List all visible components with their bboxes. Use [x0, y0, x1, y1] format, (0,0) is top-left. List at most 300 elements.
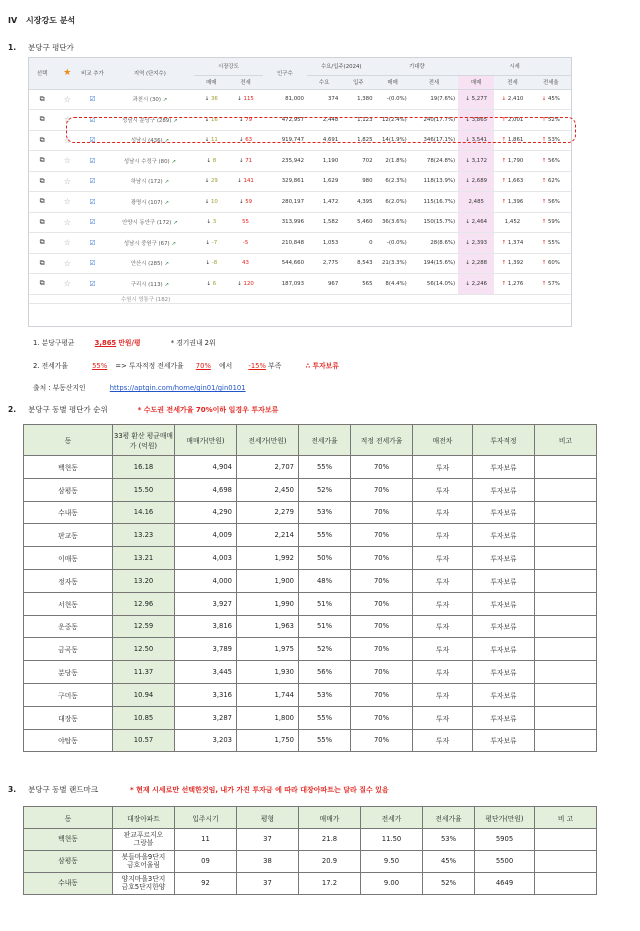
table-cell: 1,963	[237, 615, 299, 638]
price-sale: 5,277	[471, 96, 488, 103]
table-cell: 투자보류	[473, 547, 535, 570]
table-cell: 투자	[413, 547, 473, 570]
trend-arrow: ↓	[465, 219, 470, 226]
landmark-header-cell: 대장아파트	[113, 807, 175, 829]
screenshot-cell	[458, 151, 494, 172]
table-cell: 투자	[413, 501, 473, 524]
landmark-header-cell: 입주시기	[175, 807, 237, 829]
price-sale: 2,689	[471, 178, 488, 185]
price-jeonse: 1,790	[507, 157, 524, 164]
table-cell: 55%	[299, 729, 351, 752]
screenshot-cell	[29, 212, 55, 233]
table-cell: 양지마을3단지 금호5단지한양	[113, 873, 175, 895]
table-cell: 13.21	[113, 547, 175, 570]
chart-icon[interactable]: ↗	[173, 220, 178, 227]
strength-sale: -7	[211, 239, 218, 246]
table-cell: 37	[237, 829, 299, 851]
strength-sale: 16	[211, 116, 218, 123]
table-cell: 15.50	[113, 478, 175, 501]
screenshot-cell	[194, 253, 228, 274]
screenshot-cell	[194, 212, 228, 233]
trend-arrow: ↑	[541, 219, 547, 226]
landmark-header-cell: 평형	[237, 807, 299, 829]
favorite-star-icon[interactable]: ☆	[63, 217, 71, 227]
screenshot-cell	[458, 253, 494, 274]
screenshot-cell	[228, 110, 262, 131]
expect-sale: 2(1.8%)	[385, 157, 407, 164]
strength-jeonse: 43	[242, 260, 249, 267]
col-expect: 기대량	[376, 58, 459, 75]
trend-arrow: ↓	[237, 178, 242, 185]
trend-arrow: ↓	[237, 280, 242, 287]
screenshot-cell	[410, 171, 458, 192]
screenshot-cell	[376, 233, 410, 254]
favorite-star-icon[interactable]: ☆	[63, 176, 71, 186]
expect-sale: 6(2.0%)	[385, 198, 407, 205]
screenshot-cell	[410, 253, 458, 274]
table-cell: 판교동	[24, 524, 113, 547]
chart-icon[interactable]: ↗	[164, 179, 169, 186]
screenshot-cell	[376, 192, 410, 213]
demand: 2,448	[322, 116, 339, 123]
compare-checkbox-icon[interactable]: ☑	[89, 136, 96, 145]
screenshot-cell	[263, 192, 307, 213]
favorite-star-icon[interactable]: ☆	[63, 279, 71, 289]
table-cell: 12.50	[113, 638, 175, 661]
table-row	[24, 456, 597, 479]
screenshot-cell	[29, 89, 55, 110]
screenshot-cell	[376, 130, 410, 151]
favorite-star-icon[interactable]: ☆	[63, 115, 71, 125]
strength-jeonse: 120	[243, 280, 254, 287]
table-cell: 대장동	[24, 706, 113, 729]
table-cell: 3,927	[175, 592, 237, 615]
demand: 1,472	[322, 198, 339, 205]
screenshot-cell	[531, 212, 571, 233]
table-cell: 야탑동	[24, 729, 113, 752]
favorite-star-icon[interactable]: ☆	[63, 156, 71, 166]
expect-sale: 36(3.6%)	[382, 219, 407, 226]
population: 187,093	[281, 280, 304, 287]
compare-checkbox-icon[interactable]: ☑	[89, 95, 96, 104]
table-cell: 백현동	[24, 456, 113, 479]
table-cell: 13.23	[113, 524, 175, 547]
screenshot-row	[29, 151, 571, 172]
screenshot-cell	[194, 151, 228, 172]
screenshot-cell	[228, 151, 262, 172]
screenshot-cell	[376, 110, 410, 131]
screenshot-cell	[79, 89, 105, 110]
table-cell: 70%	[351, 478, 413, 501]
section-title: IV 시장강도 분석	[8, 16, 76, 25]
landmark-header-cell: 동	[24, 807, 113, 829]
table-cell: 5500	[475, 851, 535, 873]
screenshot-cell	[410, 89, 458, 110]
landmark-header-cell: 비 고	[535, 807, 597, 829]
trend-arrow: ↓	[465, 178, 470, 185]
table-row	[24, 729, 597, 752]
trend-arrow: ↑	[541, 198, 547, 205]
screenshot-cell	[263, 171, 307, 192]
favorite-star-icon[interactable]: ☆	[63, 238, 71, 248]
screenshot-cell	[228, 192, 262, 213]
col-price: 시세	[458, 58, 571, 75]
price-jeonse: 1,392	[507, 260, 524, 267]
demand: 1,190	[322, 157, 339, 164]
price-jeonse: 1,861	[507, 137, 524, 144]
table-cell: 09	[175, 851, 237, 873]
open-link-icon[interactable]: ⧉	[39, 94, 45, 103]
table-cell: 70%	[351, 547, 413, 570]
compare-checkbox-icon[interactable]: ☑	[89, 259, 96, 268]
screenshot-cell	[307, 192, 341, 213]
chart-icon[interactable]: ↗	[164, 199, 169, 206]
table-row	[24, 569, 597, 592]
expect-sale: 21(3.3%)	[382, 260, 407, 267]
screenshot-cell	[341, 233, 375, 254]
table-cell: 13.20	[113, 569, 175, 592]
table-cell	[535, 729, 597, 752]
table-cell: 1,992	[237, 547, 299, 570]
table-cell: 51%	[299, 592, 351, 615]
screenshot-cell	[341, 89, 375, 110]
table-cell: 삼평동	[24, 851, 113, 873]
trend-arrow: ↓	[501, 96, 507, 103]
landmark-header-cell: 전세가율	[423, 807, 475, 829]
market-strength-screenshot	[28, 57, 572, 327]
table-cell: 9.00	[361, 873, 423, 895]
table-cell: 1,800	[237, 706, 299, 729]
screenshot-cell	[106, 151, 195, 172]
screenshot-cell	[458, 89, 494, 110]
table-cell: 70%	[351, 524, 413, 547]
table-cell: 3,287	[175, 706, 237, 729]
trend-arrow: ↓	[206, 219, 211, 226]
strength-sale: 29	[211, 178, 218, 185]
table-cell	[535, 873, 597, 895]
favorite-star-icon[interactable]: ☆	[63, 94, 71, 104]
demand: 1,582	[322, 219, 339, 226]
screenshot-cell	[55, 89, 79, 110]
expect-sale: -(0.0%)	[386, 96, 407, 103]
screenshot-cell	[376, 171, 410, 192]
screenshot-cell	[79, 110, 105, 131]
expect-jeonse: 19(7.6%)	[430, 96, 456, 103]
table-cell: 3,316	[175, 683, 237, 706]
screenshot-cell	[55, 171, 79, 192]
screenshot-cell	[106, 233, 195, 254]
trend-arrow: ↑	[541, 137, 547, 144]
table-cell: 판교푸르지오 그랑블	[113, 829, 175, 851]
table-cell: 14.16	[113, 501, 175, 524]
move-in: 0	[369, 239, 373, 246]
screenshot-cell	[494, 212, 530, 233]
open-link-icon[interactable]: ⧉	[39, 115, 45, 124]
compare-checkbox-icon[interactable]: ☑	[89, 218, 96, 227]
star-icon: ★	[63, 68, 72, 79]
screenshot-row	[29, 212, 571, 233]
screenshot-cell	[531, 110, 571, 131]
table-cell: 11	[175, 829, 237, 851]
open-link-icon[interactable]: ⧉	[39, 279, 45, 288]
favorite-star-icon[interactable]: ☆	[63, 258, 71, 268]
strength-sale: -8	[211, 260, 218, 267]
region-name: 과천시 (30)	[132, 97, 161, 104]
table-cell: 1,990	[237, 592, 299, 615]
subsection-2-title: 2. 분당구 동별 평단가 순위 * 수도권 전세가율 70%이하 일경우 투자보류	[8, 405, 279, 414]
strength-sale: 8	[212, 157, 217, 164]
table-cell	[535, 829, 597, 851]
compare-checkbox-icon[interactable]: ☑	[89, 156, 96, 165]
compare-checkbox-icon[interactable]: ☑	[89, 238, 96, 247]
table-cell: 3,203	[175, 729, 237, 752]
table-cell: 투자보류	[473, 592, 535, 615]
screenshot-cell	[106, 274, 195, 295]
trend-arrow: ↓	[239, 198, 244, 205]
screenshot-cell	[458, 212, 494, 233]
chart-icon[interactable]: ↗	[164, 261, 169, 268]
table-cell: 투자	[413, 592, 473, 615]
chart-icon[interactable]: ↗	[171, 240, 176, 247]
move-in: 1,123	[357, 116, 373, 123]
strength-jeonse: 59	[245, 198, 253, 205]
rank-header-cell: 전세가(만원)	[237, 425, 299, 456]
open-link-icon[interactable]: ⧉	[39, 258, 45, 267]
table-cell	[535, 478, 597, 501]
expect-jeonse: 28(8.6%)	[430, 239, 456, 246]
screenshot-cell	[494, 192, 530, 213]
table-cell: 21.8	[299, 829, 361, 851]
screenshot-cell	[263, 212, 307, 233]
chart-icon[interactable]: ↗	[164, 138, 169, 145]
screenshot-cell	[55, 130, 79, 151]
price-rate: 60%	[547, 260, 560, 267]
chart-icon[interactable]: ↗	[164, 281, 169, 288]
open-link-icon[interactable]: ⧉	[39, 238, 45, 247]
trend-arrow: ↓	[239, 157, 244, 164]
compare-checkbox-icon[interactable]: ☑	[89, 177, 96, 186]
screenshot-cell	[531, 130, 571, 151]
rank-header-cell: 비고	[535, 425, 597, 456]
region-name: 광명시 (107)	[130, 199, 163, 206]
table-cell: 구미동	[24, 683, 113, 706]
demand: 2,775	[322, 260, 339, 267]
trend-arrow: ↑	[501, 137, 507, 144]
open-link-icon[interactable]: ⧉	[39, 176, 45, 185]
subsection-3-title: 3. 분당구 동별 랜드마크 * 현재 시세로만 선택한것임, 내가 가진 투자금 에 따라 대장아파트는 달라 질수 있음	[8, 785, 389, 794]
screenshot-cell	[29, 110, 55, 131]
table-cell: 운중동	[24, 615, 113, 638]
price-rate: 57%	[547, 280, 560, 287]
screenshot-cell	[79, 192, 105, 213]
trend-arrow: ↑	[541, 178, 547, 185]
price-rate: 56%	[547, 157, 560, 164]
region-name: 성남시 중원구 (67)	[123, 240, 170, 247]
table-cell	[535, 592, 597, 615]
table-cell	[535, 706, 597, 729]
screenshot-cell	[55, 212, 79, 233]
table-cell: 투자보류	[473, 661, 535, 684]
table-cell: 3,789	[175, 638, 237, 661]
source-line: 출처 : 부동산지인 https://aptgin.com/home/gin01/gin0101	[33, 384, 246, 392]
table-cell: 1,975	[237, 638, 299, 661]
screenshot-cell	[194, 171, 228, 192]
table-cell: 70%	[351, 661, 413, 684]
compare-checkbox-icon[interactable]: ☑	[89, 197, 96, 206]
expect-jeonse: 118(13.9%)	[423, 178, 456, 185]
landmark-header-cell: 전세가	[361, 807, 423, 829]
screenshot-cell	[307, 274, 341, 295]
table-cell: 2,707	[237, 456, 299, 479]
table-cell: 70%	[351, 592, 413, 615]
screenshot-cell	[494, 130, 530, 151]
favorite-star-icon[interactable]: ☆	[63, 197, 71, 207]
population: 81,000	[285, 96, 304, 103]
expect-jeonse: 346(17.1%)	[423, 137, 456, 144]
col-compare: 비교 추가	[79, 58, 105, 89]
trend-arrow: ↑	[501, 260, 507, 267]
screenshot-cell	[531, 233, 571, 254]
strength-sale: 11	[211, 137, 218, 144]
col-expect-sale: 매매	[376, 75, 410, 89]
screenshot-cell	[307, 233, 341, 254]
screenshot-cell	[106, 192, 195, 213]
trend-arrow: ↓	[204, 198, 210, 205]
population: 919,747	[281, 137, 304, 144]
region-name: 성남시 (436)	[130, 138, 163, 145]
chart-icon[interactable]: ↗	[162, 97, 168, 104]
table-cell: 11.37	[113, 661, 175, 684]
table-row	[24, 661, 597, 684]
table-cell: 10.94	[113, 683, 175, 706]
table-cell	[535, 524, 597, 547]
open-link-icon[interactable]: ⧉	[39, 156, 45, 165]
trend-arrow: ↓	[204, 96, 210, 103]
table-cell: 92	[175, 873, 237, 895]
population: 210,848	[281, 239, 304, 246]
screenshot-cell	[494, 274, 530, 295]
price-rate: 52%	[547, 116, 560, 123]
table-cell: 55%	[299, 456, 351, 479]
price-jeonse: 1,663	[507, 178, 524, 185]
price-sale: 2,393	[471, 239, 488, 246]
price-sale: 2,246	[471, 280, 488, 287]
population: 544,660	[281, 260, 304, 267]
screenshot-cell	[307, 171, 341, 192]
screenshot-cell	[194, 110, 228, 131]
table-cell: 16.18	[113, 456, 175, 479]
price-rate: 59%	[547, 219, 560, 226]
screenshot-cell	[106, 130, 195, 151]
strength-jeonse: 63	[245, 137, 253, 144]
favorite-star-icon[interactable]: ☆	[63, 135, 71, 145]
table-cell: 3,445	[175, 661, 237, 684]
chart-icon[interactable]: ↗	[173, 117, 178, 124]
population: 472,957	[281, 116, 304, 123]
col-select: 선택	[29, 58, 55, 89]
table-cell: 51%	[299, 615, 351, 638]
screenshot-cell	[79, 130, 105, 151]
col-expect-jeonse: 전세	[410, 75, 458, 89]
table-cell: 11.50	[361, 829, 423, 851]
screenshot-cell	[341, 212, 375, 233]
table-cell: 금곡동	[24, 638, 113, 661]
table-cell: 45%	[423, 851, 475, 873]
screenshot-cell	[29, 171, 55, 192]
trend-arrow: ↓	[465, 157, 470, 164]
strength-jeonse: 71	[245, 157, 253, 164]
table-cell	[535, 683, 597, 706]
population: 329,861	[281, 178, 304, 185]
table-row	[24, 524, 597, 547]
rank-header-cell: 33평 환산 평균매매가 (억원)	[113, 425, 175, 456]
screenshot-cell	[228, 212, 262, 233]
screenshot-cell	[194, 89, 228, 110]
table-cell: 투자	[413, 478, 473, 501]
demand: 1,629	[322, 178, 339, 185]
col-price-sale: 매매	[458, 75, 494, 89]
screenshot-cell	[458, 233, 494, 254]
table-cell: 12.96	[113, 592, 175, 615]
price-sale: 3,541	[471, 137, 488, 144]
trend-arrow: ↑	[501, 280, 507, 287]
screenshot-cell	[494, 89, 530, 110]
col-strength-jeonse: 전세	[228, 75, 262, 89]
average-line: 1. 분당구평균 3,865 만원/평 * 경기권내 2위	[33, 339, 216, 347]
table-cell: 17.2	[299, 873, 361, 895]
trend-arrow: ↓	[465, 239, 470, 246]
table-cell: 70%	[351, 729, 413, 752]
screenshot-cell	[106, 89, 195, 110]
screenshot-row-partial	[29, 294, 571, 303]
open-link-icon[interactable]: ⧉	[39, 135, 45, 144]
screenshot-cell	[376, 274, 410, 295]
compare-checkbox-icon[interactable]: ☑	[89, 279, 96, 288]
partial-row-label: 수원시 영통구 (182)	[29, 294, 571, 303]
demand: 967	[327, 280, 339, 287]
rank-header-cell: 동	[24, 425, 113, 456]
table-cell: 4,904	[175, 456, 237, 479]
table-cell: 70%	[351, 683, 413, 706]
trend-arrow: ↓	[204, 116, 210, 123]
table-cell: 70%	[351, 501, 413, 524]
open-link-icon[interactable]: ⧉	[39, 217, 45, 226]
price-sale: 3,172	[471, 157, 488, 164]
demand: 4,691	[322, 137, 339, 144]
col-supply: 수요/입주(2024)	[307, 58, 376, 75]
screenshot-cell	[55, 192, 79, 213]
trend-arrow: ↑	[501, 198, 507, 205]
screenshot-cell	[228, 233, 262, 254]
table-cell	[535, 569, 597, 592]
table-cell: 55%	[299, 706, 351, 729]
price-jeonse: 1,396	[507, 198, 524, 205]
table-cell: 삼평동	[24, 478, 113, 501]
table-cell: 투자	[413, 524, 473, 547]
col-population: 인구수	[263, 58, 307, 89]
open-link-icon[interactable]: ⧉	[39, 197, 45, 206]
screenshot-cell	[29, 130, 55, 151]
screenshot-row	[29, 233, 571, 254]
dong-rank-table	[23, 424, 597, 752]
screenshot-cell	[341, 274, 375, 295]
chart-icon[interactable]: ↗	[171, 158, 176, 165]
source-link[interactable]: https://aptgin.com/home/gin01/gin0101	[109, 384, 246, 392]
screenshot-cell	[228, 130, 262, 151]
strength-jeonse: 141	[243, 178, 254, 185]
table-cell: 투자	[413, 615, 473, 638]
compare-checkbox-icon[interactable]: ☑	[89, 115, 96, 124]
